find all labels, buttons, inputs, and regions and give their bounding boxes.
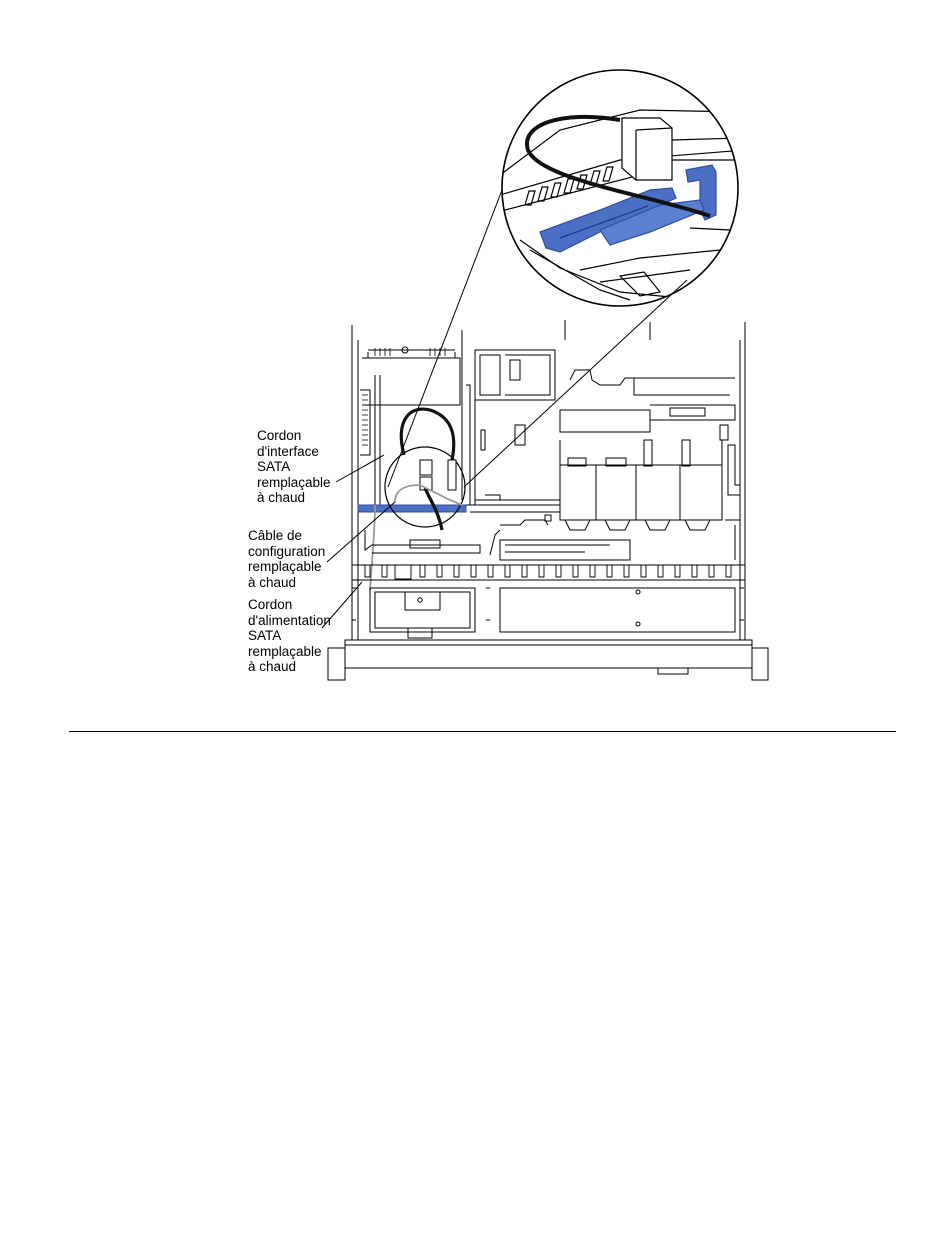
callout-line: Cordon	[257, 428, 302, 443]
callout-sata-interface-cable	[257, 428, 331, 506]
detail-magnifier-view	[500, 70, 745, 306]
left-fan-housing	[362, 358, 460, 405]
callout-line: d'alimentation	[248, 612, 331, 628]
operator-panel	[650, 645, 752, 668]
callout-line: remplaçable	[248, 559, 322, 574]
power-supply-top	[475, 350, 555, 400]
callout-line: d'interface	[257, 443, 319, 459]
callout-line: remplaçable	[248, 643, 322, 659]
right-handle	[752, 648, 768, 680]
callout-line: SATA	[257, 459, 291, 474]
callout-line: à chaud	[248, 659, 297, 674]
callout-line: SATA	[248, 628, 282, 643]
front-bezel	[345, 640, 752, 668]
detail-connector-block	[622, 118, 672, 180]
callout-configuration-cable	[248, 528, 325, 590]
callout-line: à chaud	[257, 490, 306, 505]
callout-line: Cordon	[248, 597, 293, 612]
heatsink-block	[560, 465, 722, 520]
vent-teeth	[365, 565, 731, 579]
lower-guide	[500, 540, 630, 560]
callout-line: remplaçable	[257, 474, 331, 490]
server-chassis-top-view	[328, 320, 768, 680]
callout-line: à chaud	[248, 574, 297, 590]
heatsink-clips	[565, 440, 710, 530]
drive-bay-right	[500, 588, 735, 632]
callout-sata-power-cable	[248, 597, 331, 675]
callout-line: Câble de	[248, 528, 303, 543]
callout-line: configuration	[248, 543, 326, 559]
horizontal-divider	[69, 731, 896, 732]
